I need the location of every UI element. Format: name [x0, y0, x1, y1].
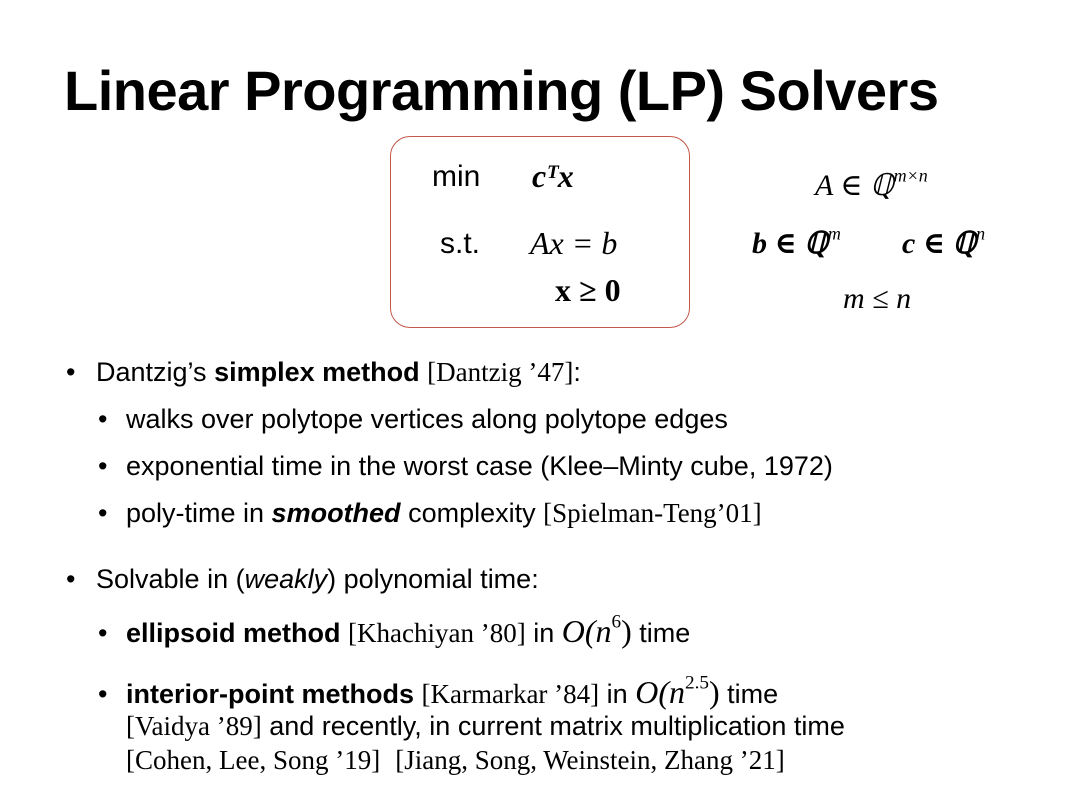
st-label: s.t.	[440, 227, 481, 260]
slide-title: Linear Programming (LP) Solvers	[64, 59, 939, 122]
sub-bullet-smoothed-complexity: • poly-time in smoothed complexity [Spielman-Teng’01]	[98, 498, 762, 528]
min-label: min	[432, 160, 481, 193]
interior-point-line3: [Cohen, Lee, Song ’19] [Jiang, Song, Weinstein, Zhang ’21]	[126, 745, 785, 775]
objective-expression: cᵀx	[532, 158, 574, 194]
sub-bullet-ellipsoid: • ellipsoid method [Khachiyan ’80] in $O(n^6)$ time	[98, 611, 691, 649]
dimension-constraint: m ≤ n	[843, 282, 912, 315]
sub-bullet-polytope-walk: • walks over polytope vertices along polytope edges	[98, 404, 728, 434]
sub-bullet-exponential-time: • exponential time in the worst case (Klee–Minty cube, 1972)	[98, 451, 833, 481]
bullet-polynomial-time: • Solvable in (weakly) polynomial time:	[66, 564, 539, 594]
c-domain: c ∈ ℚ$^n$	[902, 223, 986, 260]
equality-constraint: Ax = b	[530, 225, 618, 261]
sub-bullet-interior-point: • interior-point methods [Karmarkar ’84] in $O(n^{2.5})$ time	[98, 672, 779, 710]
bullet-simplex: • Dantzig’s simplex method [Dantzig ’47]:	[66, 357, 581, 387]
interior-point-line2: [Vaidya ’89] and recently, in current matrix multiplication time	[126, 711, 845, 741]
b-domain: b ∈ ℚ$^m$	[752, 223, 841, 260]
nonnegativity-constraint: x ≥ 0	[555, 272, 621, 308]
matrix-domain: A ∈ ℚ$^{m\times n}$	[815, 165, 928, 202]
